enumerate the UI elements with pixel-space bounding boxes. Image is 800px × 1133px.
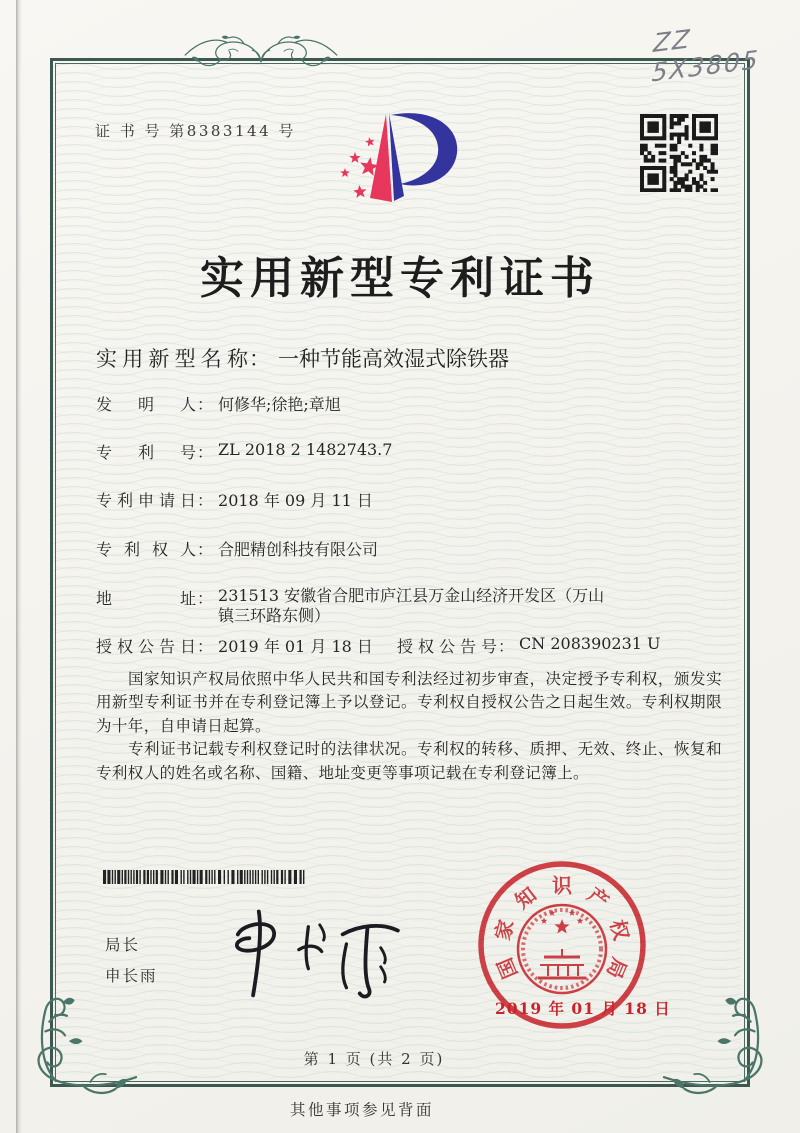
field-value: 合肥精创科技有限公司 xyxy=(218,540,379,559)
legal-paragraph: 专利证书记载专利权登记时的法律状况。专利权的转移、质押、无效、终止、恢复和专利权人的姓名或名称、国籍、地址变更等事项记载在专利登记簿上。 xyxy=(96,740,722,782)
field-row-patent-number xyxy=(96,440,392,463)
director-title: 局长 xyxy=(105,936,141,954)
seal-emblem-gate xyxy=(538,949,586,978)
colon: ： xyxy=(249,347,270,371)
director-block xyxy=(105,930,158,992)
colon: ： xyxy=(197,589,214,608)
field-label: 授 权 公 告 日 xyxy=(96,637,196,656)
colon: ： xyxy=(197,491,214,510)
barcode xyxy=(103,870,307,884)
field-value: 2018 年 09 月 11 日 xyxy=(218,491,373,510)
legal-text-block xyxy=(96,668,722,785)
field-label: 专 利 申 请 日 xyxy=(96,491,196,510)
field-value: ZL 2018 2 1482743.7 xyxy=(218,440,393,459)
field-value: CN 208390231 U xyxy=(519,634,661,653)
colon: ： xyxy=(197,443,214,462)
legal-paragraph: 国家知识产权局依照中华人民共和国专利法经过初步审查，决定授予专利权，颁发实用新型专利证书并在专利登记簿上予以登记。专利权自授权公告之日起生效。专利权期限为十年，自申请日起算。 xyxy=(96,670,722,735)
qr-code xyxy=(640,114,718,192)
field-value: 一种节能高效湿式除铁器 xyxy=(278,347,509,371)
field-label: 授 权 公 告 号 xyxy=(397,637,497,656)
field-label: 专 利 权 人 xyxy=(96,540,196,559)
bottom-left-corner-ornament xyxy=(26,992,138,1100)
handwritten-annotation: ZZ 5X3805 xyxy=(651,23,761,88)
seal-date: 2019 年 01 月 18 日 xyxy=(495,999,671,1018)
grant-number-pair xyxy=(397,634,661,657)
certificate-title: 实用新型专利证书 xyxy=(200,253,600,304)
photo-edge-shadow xyxy=(16,0,22,1133)
field-row-address xyxy=(96,586,614,625)
field-label: 专 利 号 xyxy=(96,443,196,462)
bottom-right-corner-ornament xyxy=(662,992,774,1100)
see-back-note: 其他事项参见背面 xyxy=(289,1101,434,1119)
top-center-flourish-ornament xyxy=(184,33,338,81)
colon: ： xyxy=(498,637,515,656)
field-label: 实 用 新 型 名 称 xyxy=(96,347,248,371)
colon: ： xyxy=(197,637,214,656)
field-value: 231513 安徽省合肥市庐江县万金山经济开发区（万山镇三环路东侧） xyxy=(218,586,605,625)
field-value: 何修华;徐艳;章旭 xyxy=(218,395,341,414)
field-row-filing-date xyxy=(96,488,373,511)
field-value: 2019 年 01 月 18 日 xyxy=(218,637,373,656)
field-label: 发 明 人 xyxy=(96,395,196,414)
field-label: 地 址 xyxy=(96,589,196,608)
official-seal: 国 家 知 识 产 权 局 xyxy=(474,857,650,1033)
cnipa-logo xyxy=(336,110,471,212)
director-signature-handwriting xyxy=(220,902,410,1002)
certificate-number: 证 书 号 第8383144 号 xyxy=(95,122,296,140)
director-name: 申长雨 xyxy=(105,967,158,985)
field-row-invention-name xyxy=(96,343,509,373)
page-number: 第 1 页 (共 2 页) xyxy=(303,1050,445,1068)
field-row-patentee xyxy=(96,537,378,560)
colon: ： xyxy=(197,540,214,559)
colon: ： xyxy=(197,395,214,414)
field-row-grant xyxy=(96,634,661,657)
field-row-inventors xyxy=(96,392,341,415)
